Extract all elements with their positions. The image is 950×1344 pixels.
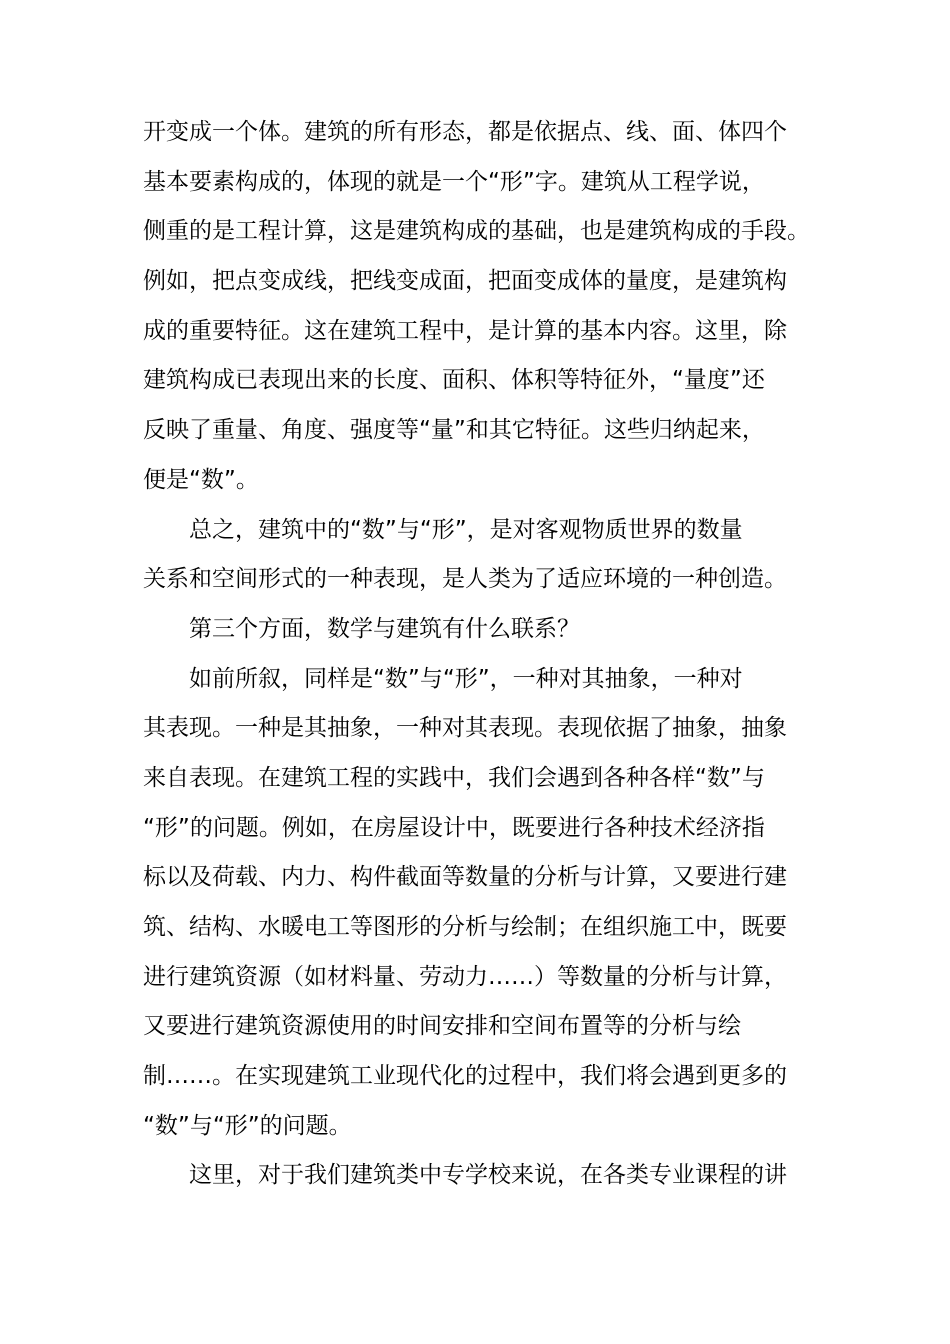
body-text: [143, 108, 813, 1201]
text-line: 例如，把点变成线，把线变成面，把面变成体的量度，是建筑构: [143, 268, 787, 295]
text-line: 制……。在实现建筑工业现代化的过程中，我们将会遇到更多的: [143, 1063, 787, 1090]
text-line: 开变成一个体。建筑的所有形态，都是依据点、线、面、体四个: [143, 119, 787, 145]
paragraph-first-line: 总之，建筑中的“数”与“形”，是对客观物质世界的数量: [143, 516, 743, 543]
text-line: 其表现。一种是其抽象，一种对其表现。表现依据了抽象，抽象: [143, 715, 787, 742]
text-line: “形”的问题。例如，在房屋设计中，既要进行各种技术经济指: [143, 814, 765, 841]
text-line: 便是“数”。: [143, 466, 259, 493]
text-line: 侧重的是工程计算，这是建筑构成的基础，也是建筑构成的手段。: [143, 218, 810, 245]
text-line: 反映了重量、角度、强度等“量”和其它特征。这些归纳起来，: [143, 417, 765, 444]
text-line: 基本要素构成的，体现的就是一个“形”字。建筑从工程学说，: [143, 168, 765, 195]
text-line: 来自表现。在建筑工程的实践中，我们会遇到各种各样“数”与: [143, 764, 765, 791]
text-line: 建筑构成已表现出来的长度、面积、体积等特征外，“量度”还: [143, 367, 765, 394]
text-line: 关系和空间形式的一种表现，是人类为了适应环境的一种创造。: [143, 566, 787, 593]
text-line: 进行建筑资源（如材料量、劳动力……）等数量的分析与计算，: [143, 963, 787, 990]
text-line: 成的重要特征。这在建筑工程中，是计算的基本内容。这里，除: [143, 317, 787, 344]
text-line: 又要进行建筑资源使用的时间安排和空间布置等的分析与绘: [143, 1013, 741, 1040]
text-line: 筑、结构、水暖电工等图形的分析与绘制；在组织施工中，既要: [143, 914, 787, 940]
paragraph-first-line: 这里，对于我们建筑类中专学校来说，在各类专业课程的讲: [143, 1162, 787, 1189]
text-line: 标以及荷载、内力、构件截面等数量的分析与计算，又要进行建: [143, 864, 787, 891]
paragraph-first-line: 第三个方面，数学与建筑有什么联系？: [143, 615, 580, 642]
paragraph-first-line: 如前所叙，同样是“数”与“形”，一种对其抽象，一种对: [143, 665, 743, 692]
text-line: “数”与“形”的问题。: [143, 1112, 352, 1139]
